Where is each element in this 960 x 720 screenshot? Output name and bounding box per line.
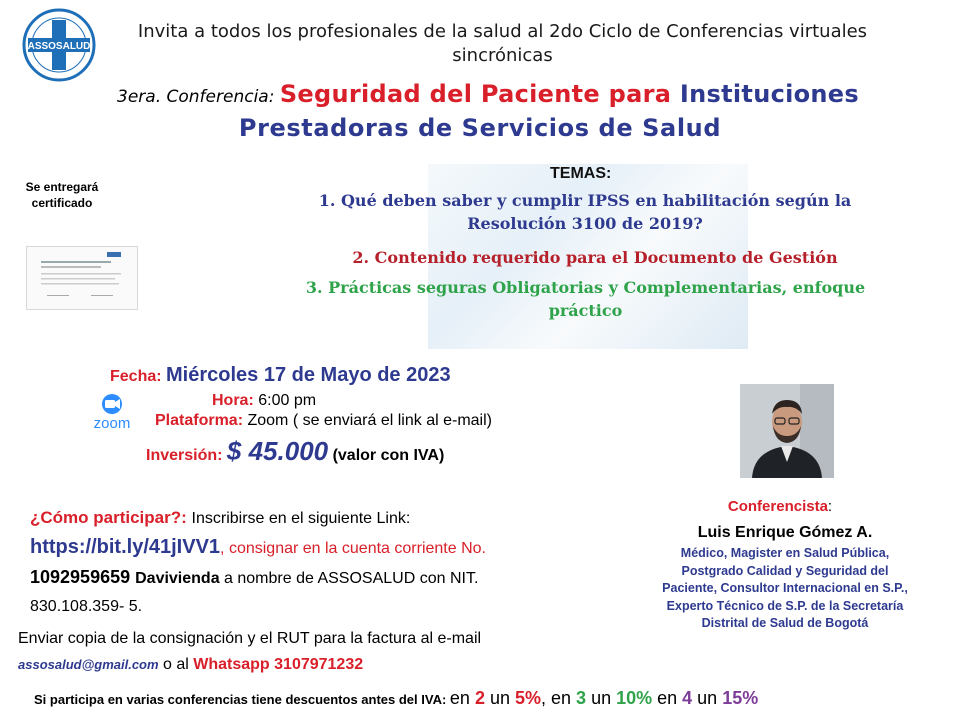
time-label: Hora: <box>212 392 259 409</box>
topic-item-1: 1. Qué deben saber y cumplir IPSS en habilitación según la Resolución 3100 de 2019? <box>318 191 852 233</box>
speaker-name: Luis Enrique Gómez A. <box>697 524 873 541</box>
send-or: o al <box>158 656 194 673</box>
account-number: 1092959659 <box>30 567 136 587</box>
event-date <box>110 364 451 387</box>
consign-text: , consignar en la cuenta corriente No. <box>220 540 486 557</box>
registration-link[interactable]: https://bit.ly/41jIVV1 <box>30 536 221 558</box>
discounts-intro: Si participa en varias conferencias tiene descuentos antes del IVA: <box>34 692 450 707</box>
event-time <box>212 392 316 410</box>
date-label: Fecha: <box>110 368 167 385</box>
event-price <box>146 436 444 467</box>
participation-instruction: Inscribirse en el siguiente Link: <box>191 510 411 527</box>
discount-en-1: en <box>449 688 475 708</box>
assosalud-logo <box>22 8 96 82</box>
speaker-photo <box>740 384 834 478</box>
discount-un-3: un <box>692 688 723 708</box>
participation-instructions <box>30 504 500 621</box>
invitation-text: Invita a todos los profesionales de la salud al 2do Ciclo de Conferencias virtuales sincrónicas <box>137 21 868 66</box>
date-value: Miércoles 17 de Mayo de 2023 <box>166 364 451 386</box>
discount-count-1: 2 <box>474 688 485 708</box>
discount-count-3: 4 <box>682 688 693 708</box>
topic-item-2: 2. Contenido requerido para el Documento de Gestión <box>352 248 838 267</box>
send-receipt-instructions <box>18 626 518 678</box>
certificate-thumbnail <box>26 246 138 310</box>
discount-count-2: 3 <box>576 688 587 708</box>
send-text: Enviar copia de la consignación y el RUT para la factura al e-mail <box>18 630 482 647</box>
zoom-logo-text: zoom <box>93 415 131 432</box>
title-second-line: Prestadoras de Servicios de Salud <box>238 114 722 142</box>
discount-percent-1: 5% <box>515 688 542 708</box>
title-red-part: Seguridad del Paciente para <box>279 80 680 108</box>
discount-un-2: un <box>586 688 617 708</box>
speaker-colon: : <box>827 498 833 515</box>
bank-name: Davivienda <box>135 570 220 587</box>
speaker-heading <box>660 498 900 515</box>
account-holder: a nombre de ASSOSALUD con NIT. 830.108.359- 5. <box>30 570 479 615</box>
speaker-description: Médico, Magister en Salud Pública, Postgrado Calidad y Seguridad del Paciente, Consultor Internacional en S.P., Experto Técnico de S.P. de la Secretaría Distrital de Salud de Bogotá <box>662 546 908 630</box>
discounts-line <box>34 688 758 709</box>
discount-percent-3: 15% <box>722 688 759 708</box>
zoom-logo-icon <box>86 392 138 432</box>
certificate-note: Se entregará certificado <box>25 180 99 210</box>
price-note: (valor con IVA) <box>328 447 445 464</box>
discount-percent-2: 10% <box>616 688 653 708</box>
topic-item-3: 3. Prácticas seguras Obligatorias y Complementarias, enfoque práctico <box>305 278 866 320</box>
discount-en-2: , en <box>541 688 577 708</box>
event-platform <box>155 412 492 430</box>
platform-value: Zoom ( se enviará el link al e-mail) <box>247 412 492 429</box>
contact-email[interactable]: assosalud@gmail.com <box>18 657 159 672</box>
conference-number: 3era. Conferencia: <box>117 87 280 107</box>
speaker-label: Conferencista <box>727 498 828 515</box>
platform-label: Plataforma: <box>155 412 248 429</box>
title-blue-part: Instituciones <box>679 80 859 108</box>
discount-un-1: un <box>484 688 515 708</box>
conference-title-line <box>88 80 888 108</box>
whatsapp-contact[interactable]: Whatsapp 3107971232 <box>193 656 364 673</box>
price-label: Inversión: <box>146 447 227 464</box>
logo-text: ASSOSALUD <box>27 41 91 52</box>
discount-en-3: en <box>652 688 683 708</box>
topics-heading: TEMAS: <box>550 165 612 182</box>
participation-question: ¿Cómo participar?: <box>30 508 192 527</box>
time-value: 6:00 pm <box>258 392 317 409</box>
price-value: $ 45.000 <box>226 436 329 466</box>
